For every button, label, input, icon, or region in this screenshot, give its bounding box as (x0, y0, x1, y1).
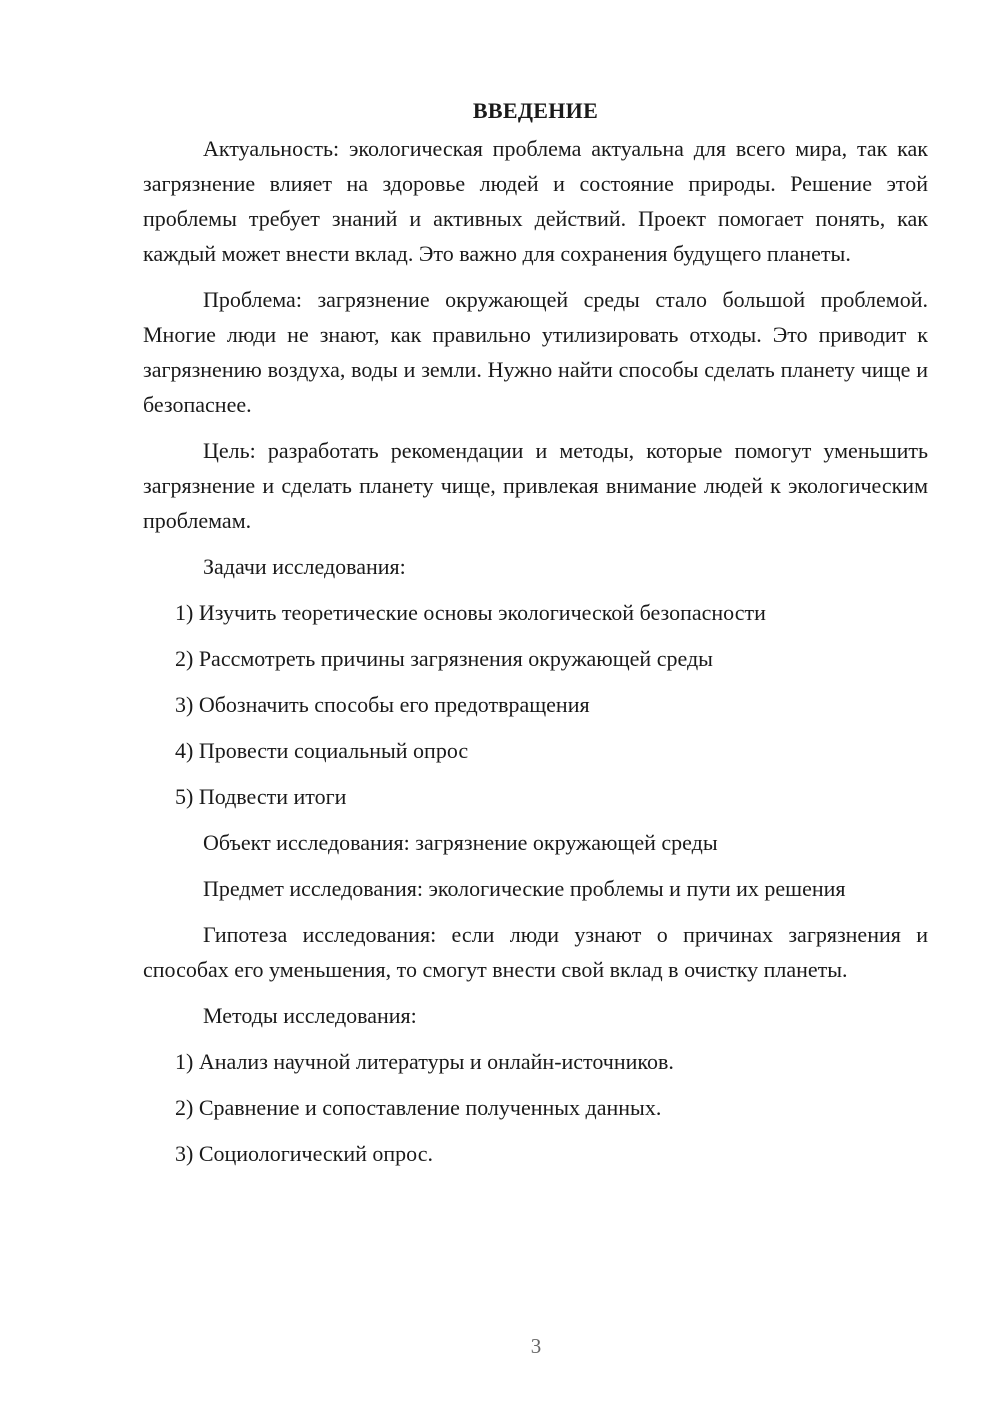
document-page (143, 96, 928, 1182)
page-title: ВВЕДЕНИЕ (472, 98, 599, 123)
page-number: 3 (530, 1334, 542, 1358)
research-subject: Предмет исследования: экологические проблемы и пути их решения (203, 876, 846, 901)
relevance-paragraph: Актуальность: экологическая проблема актуальна для всего мира, так как загрязнение влияет на здоровье людей и состояние природы. Решение этой проблемы требует знаний и активных действий. Проект помогает понять, как каждый может внести вклад. Это важно для сохранения будущего планеты. (143, 136, 928, 266)
task-item: 5) Подвести итоги (175, 784, 347, 809)
task-item: 3) Обозначить способы его предотвращения (175, 692, 590, 717)
method-item: 2) Сравнение и сопоставление полученных данных. (175, 1095, 662, 1120)
goal-paragraph: Цель: разработать рекомендации и методы, которые помогут уменьшить загрязнение и сделать планету чище, привлекая внимание людей к экологическим проблемам. (143, 438, 928, 533)
problem-paragraph: Проблема: загрязнение окружающей среды стало большой проблемой. Многие люди не знают, как правильно утилизировать отходы. Это приводит к загрязнению воздуха, воды и земли. Нужно найти способы сделать планету чище и безопаснее. (143, 287, 928, 417)
research-object: Объект исследования: загрязнение окружающей среды (203, 830, 718, 855)
tasks-heading: Задачи исследования: (203, 554, 406, 579)
task-item: 4) Провести социальный опрос (175, 738, 469, 763)
task-item: 2) Рассмотреть причины загрязнения окружающей среды (175, 646, 713, 671)
method-item: 1) Анализ научной литературы и онлайн-источников. (175, 1049, 674, 1074)
methods-heading: Методы исследования: (203, 1003, 417, 1028)
hypothesis-paragraph: Гипотеза исследования: если люди узнают о причинах загрязнения и способах его уменьшения, то смогут внести свой вклад в очистку планеты. (143, 922, 928, 982)
task-item: 1) Изучить теоретические основы экологической безопасности (175, 600, 766, 625)
method-item: 3) Социологический опрос. (175, 1141, 433, 1166)
